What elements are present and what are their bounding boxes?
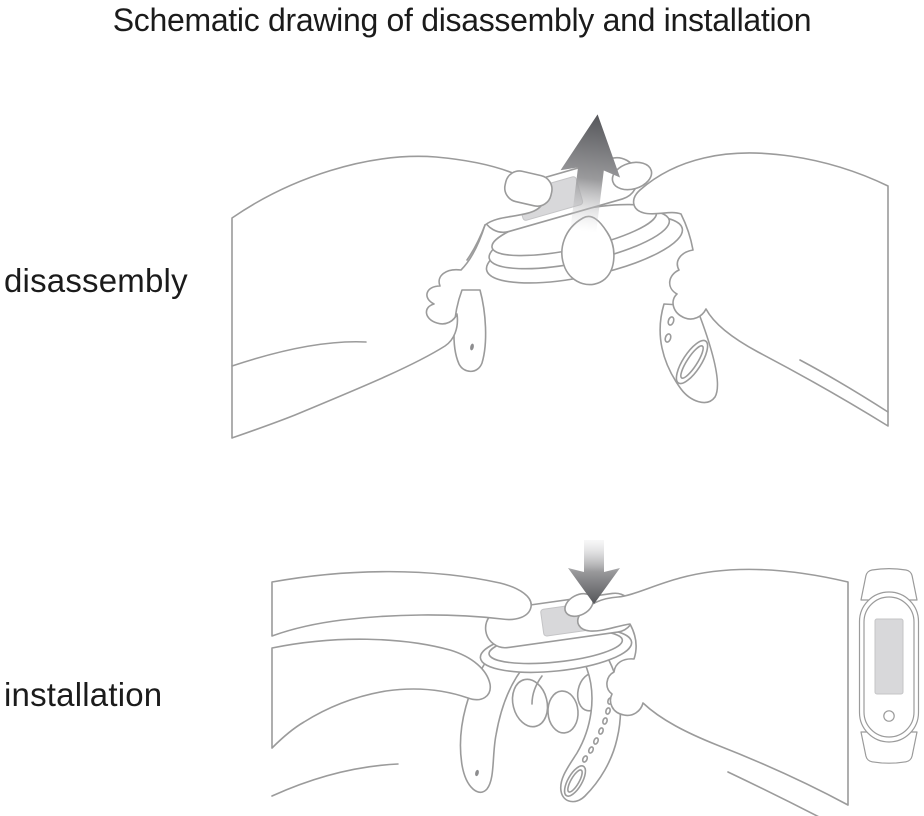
assembled-band-illustration (856, 566, 922, 766)
band-button (884, 711, 894, 721)
band-screen (875, 619, 903, 694)
left-hand (232, 156, 555, 438)
page-title: Schematic drawing of disassembly and installation (112, 2, 812, 38)
strap-left (454, 290, 486, 371)
section-label-disassembly: disassembly (4, 262, 188, 299)
installation-illustration (280, 540, 840, 816)
section-label-installation: installation (4, 676, 163, 713)
disassembly-illustration (240, 100, 880, 432)
